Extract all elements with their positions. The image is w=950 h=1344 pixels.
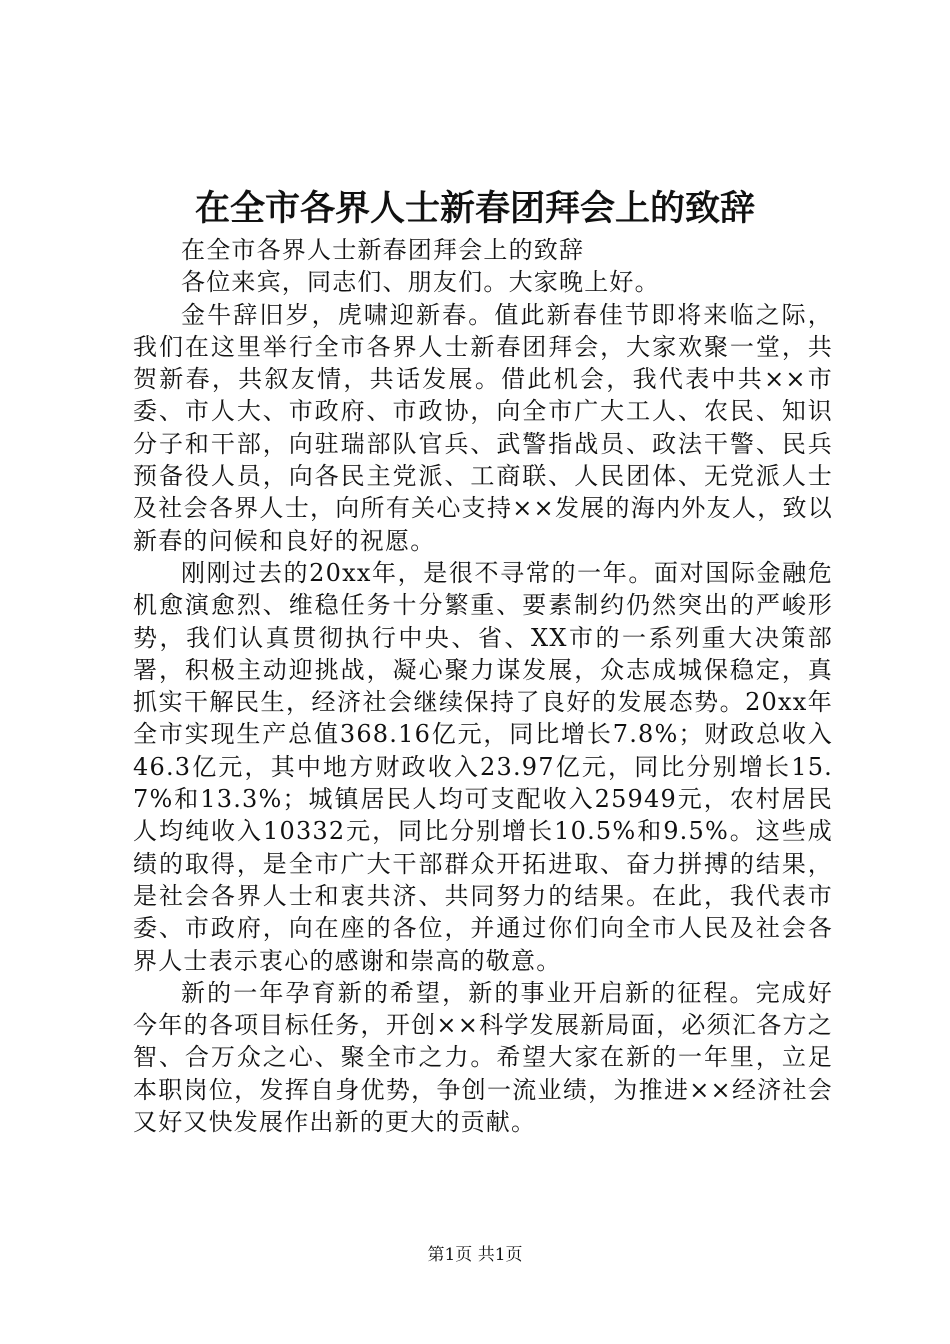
document-body [133, 234, 833, 1138]
paragraph-subtitle: 在全市各界人士新春团拜会上的致辞 [181, 236, 585, 264]
paragraph-outlook: 新的一年孕育新的希望，新的事业开启新的征程。完成好今年的各项目标任务，开创××科学发展新局面，必须汇各方之智、合万众之心、聚全市之力。希望大家在新的一年里，立足本职岗位，发挥自身优势，争创一流业绩，为推进××经济社会又好又快发展作出新的更大的贡献。 [133, 978, 833, 1137]
paragraph-annual-review: 刚刚过去的20xx年，是很不寻常的一年。面对国际金融危机愈演愈烈、维稳任务十分繁重、要素制约仍然突出的严峻形势，我们认真贯彻执行中央、省、XX市的一系列重大决策部署，积极主动迎挑战，凝心聚力谋发展，众志成城保稳定，真抓实干解民生，经济社会继续保持了良好的发展态势。20xx年全市实现生产总值368.16亿元，同比增长7.8%；财政总收入46.3亿元，其中地方财政收入23.97亿元，同比分别增长15.7%和13.3%；城镇居民人均可支配收入25949元，农村居民人均纯收入10332元，同比分别增长10.5%和9.5%。这些成绩的取得，是全市广大干部群众开拓进取、奋力拼搏的结果，是社会各界人士和衷共济、共同努力的结果。在此，我代表市委、市政府，向在座的各位，并通过你们向全市人民及社会各界人士表示衷心的感谢和崇高的敬意。 [133, 558, 833, 975]
page-number-footer: 第1页 共1页 [427, 1245, 523, 1265]
paragraph-greeting: 各位来宾，同志们、朋友们。大家晚上好。 [181, 268, 660, 297]
paragraph-new-year-wishes: 金牛辞旧岁，虎啸迎新春。值此新春佳节即将来临之际，我们在这里举行全市各界人士新春团拜会，大家欢聚一堂，共贺新春，共叙友情，共话发展。借此机会，我代表中共××市委、市人大、市政府、市政协，向全市广大工人、农民、知识分子和干部，向驻瑞部队官兵、武警指战员、政法干警、民兵预备役人员，向各民主党派、工商联、人民团体、无党派人士及社会各界人士，向所有关心支持××发展的海内外友人，致以新春的问候和良好的祝愿。 [133, 300, 833, 555]
document-title: 在全市各界人士新春团拜会上的致辞 [194, 188, 755, 229]
